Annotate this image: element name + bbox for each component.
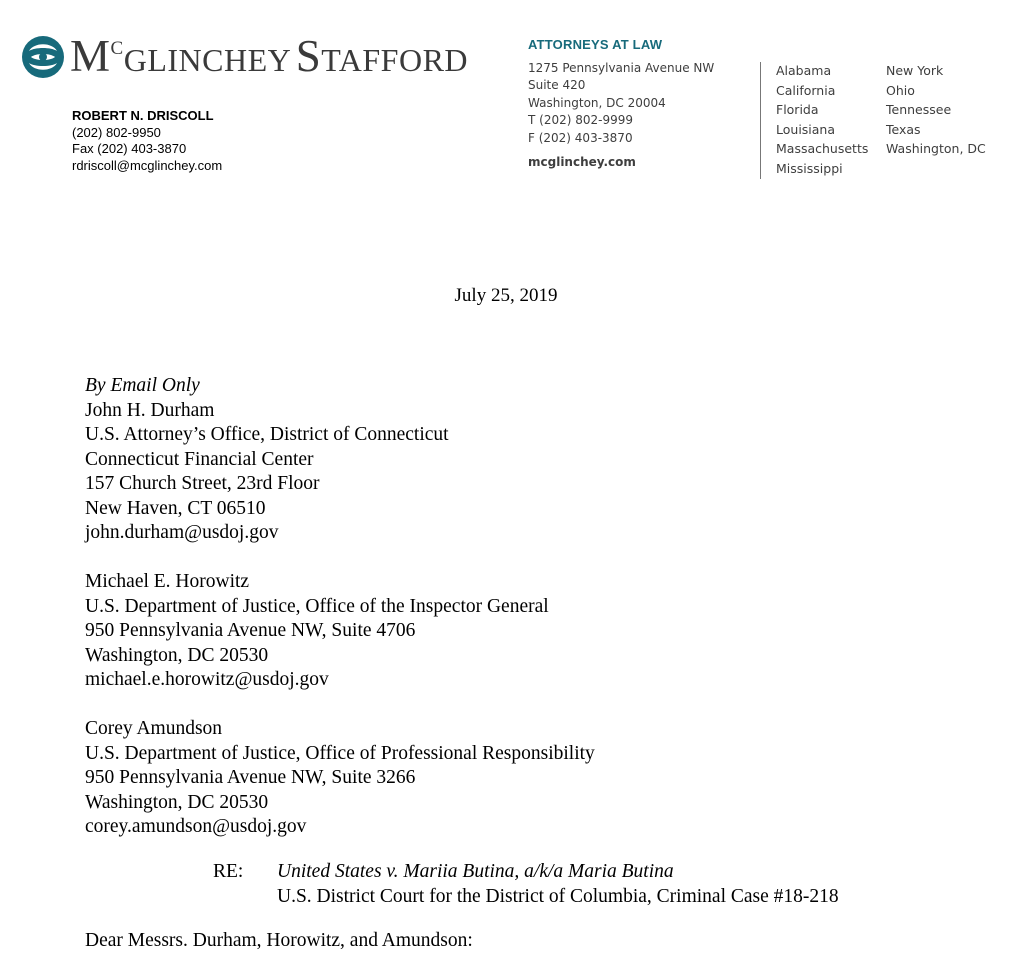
re-label: RE:	[213, 861, 244, 882]
address-line: U.S. Department of Justice, Office of Professional Responsibility	[85, 742, 595, 764]
state-item: Florida	[776, 102, 819, 118]
delivery-method: By Email Only	[85, 375, 200, 396]
office-line: Suite 420	[528, 78, 586, 92]
sender-fax: Fax (202) 403-3870	[72, 141, 187, 156]
state-item: Alabama	[776, 63, 832, 78]
recipient-blocks	[85, 374, 595, 864]
state-item: Texas	[886, 121, 921, 137]
office-states-column-2	[886, 61, 986, 159]
state-item: Mississippi	[776, 160, 843, 176]
case-title: United States v. Mariia Butina, a/k/a Maria Butina	[277, 861, 674, 882]
office-line: T (202) 802-9999	[528, 113, 633, 127]
recipient-name: John H. Durham	[85, 399, 215, 421]
recipient-address	[85, 570, 595, 693]
recipient-name: Corey Amundson	[85, 718, 223, 739]
case-court: U.S. District Court for the District of Columbia, Criminal Case #18-218	[277, 885, 839, 907]
state-item: Tennessee	[886, 102, 952, 118]
recipient-email: corey.amundson@usdoj.gov	[85, 816, 307, 837]
recipient-address	[85, 717, 595, 840]
letter-date: July 25, 2019	[454, 285, 558, 306]
address-line: U.S. Attorney’s Office, District of Connecticut	[85, 424, 449, 445]
address-line: 157 Church Street, 23rd Floor	[85, 473, 320, 494]
sender-block	[72, 108, 222, 174]
office-line: F (202) 403-3870	[528, 130, 633, 145]
salutation: Dear Messrs. Durham, Horowitz, and Amundson:	[85, 930, 473, 951]
address-line: Connecticut Financial Center	[85, 448, 314, 470]
firm-logo-icon	[20, 34, 66, 80]
state-item: California	[776, 82, 836, 98]
firm-name-wordmark: MCGLINCHEY STAFFORD	[70, 31, 469, 81]
recipient-email: michael.e.horowitz@usdoj.gov	[85, 669, 329, 690]
address-line: 950 Pennsylvania Avenue NW, Suite 4706	[85, 620, 416, 641]
recipient-address	[85, 399, 595, 546]
state-item: New York	[886, 63, 944, 78]
office-heading: ATTORNEYS AT LAW	[528, 37, 663, 52]
state-item: Massachusetts	[776, 141, 869, 157]
recipient-name: Michael E. Horowitz	[85, 571, 250, 592]
address-line: 950 Pennsylvania Avenue NW, Suite 3266	[85, 767, 416, 788]
office-states-column-1	[776, 61, 868, 179]
address-line: U.S. Department of Justice, Office of the Inspector General	[85, 595, 549, 617]
recipient-email: john.durham@usdoj.gov	[85, 522, 279, 543]
letterhead-divider	[760, 62, 761, 179]
address-line: Washington, DC 20530	[85, 644, 269, 666]
sender-name: ROBERT N. DRISCOLL	[72, 108, 214, 123]
address-line: New Haven, CT 06510	[85, 497, 266, 519]
office-line: 1275 Pennsylvania Avenue NW	[528, 60, 715, 75]
address-line: Washington, DC 20530	[85, 791, 269, 813]
state-item: Louisiana	[776, 121, 836, 137]
sender-phone: (202) 802-9950	[72, 124, 161, 140]
state-item: Washington, DC	[886, 141, 986, 157]
office-address-block	[528, 36, 714, 172]
state-item: Ohio	[886, 82, 915, 98]
office-website: mcglinchey.com	[528, 155, 636, 169]
sender-email: rdriscoll@mcglinchey.com	[72, 157, 223, 173]
office-line: Washington, DC 20004	[528, 95, 666, 110]
